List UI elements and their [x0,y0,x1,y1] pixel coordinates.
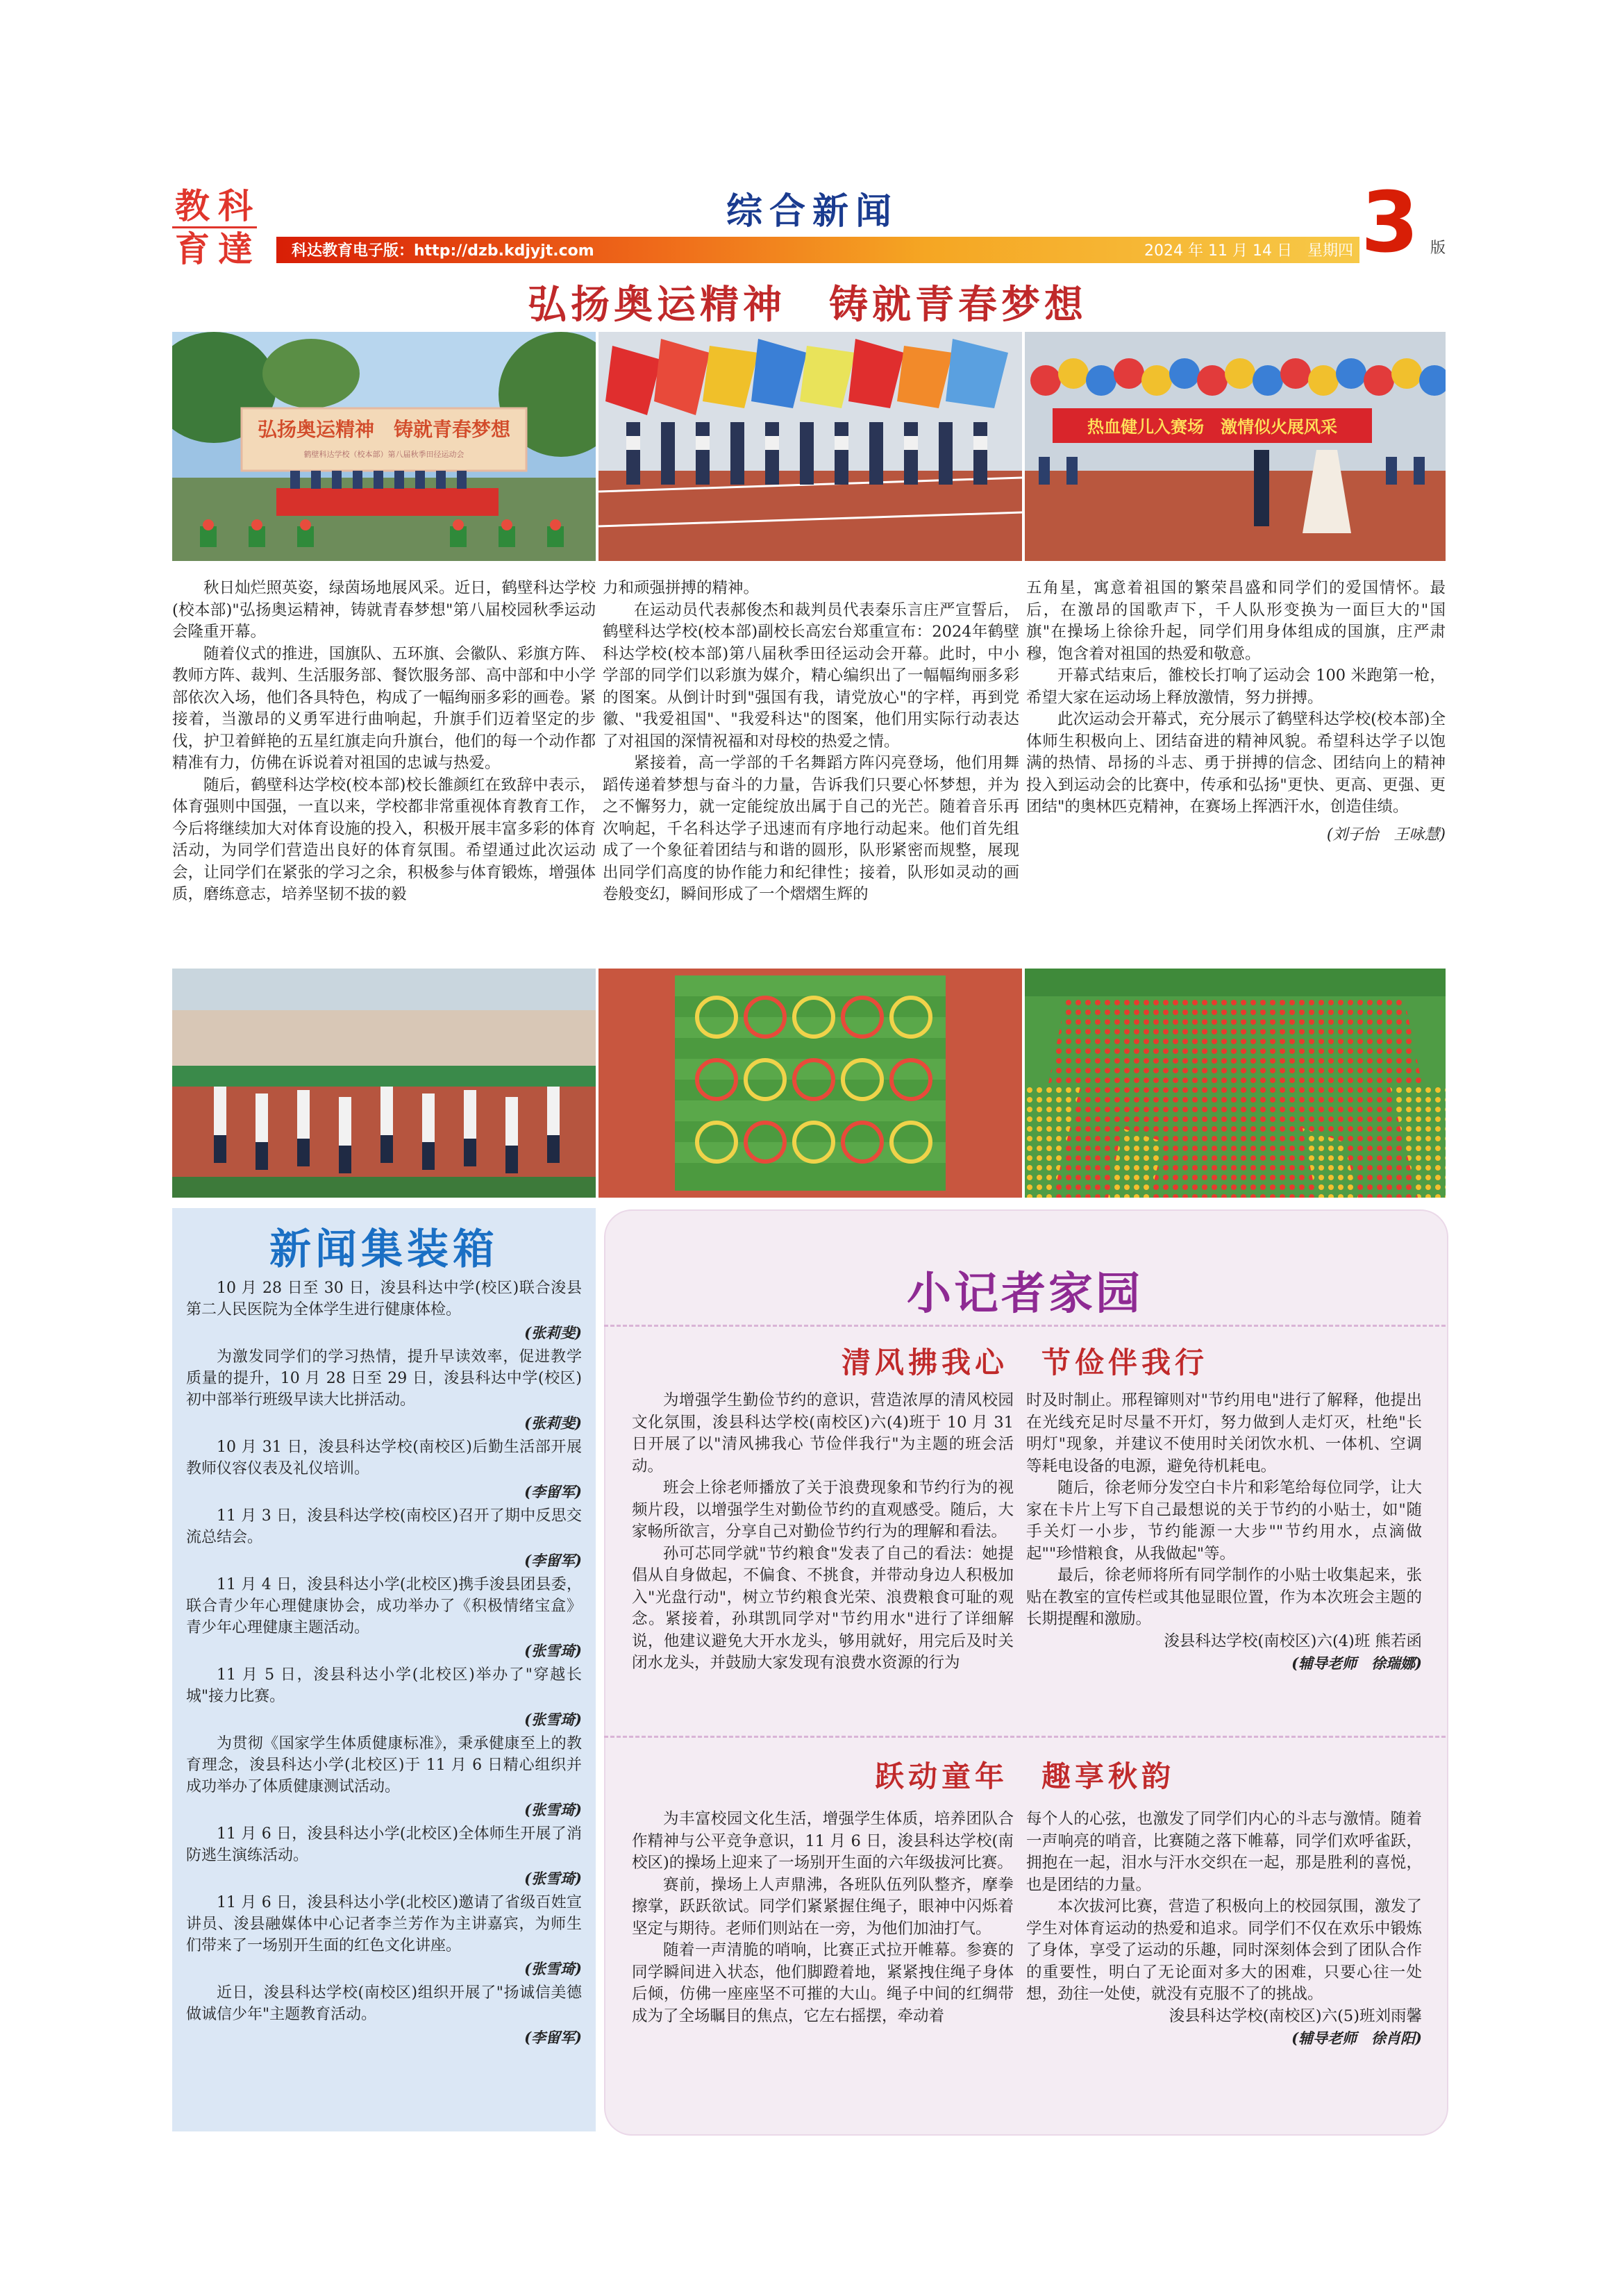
story2-left-column [632,1809,1014,2027]
paragraph: 随后，鹤壁科达学校(校本部)校长雒颜红在致辞中表示，体育强则中国强，一直以来，学校都非常重视体育教育工作，今后将继续加大对体育设施的投入，积极开展丰富多彩的体育活动，为同学们营造出良好的体育氛围。希望通过此次运动会，让同学们在紧张的学习之余，积极参与体育锻炼，增强体质，磨练意志，培养坚韧不拔的毅 [172,776,596,903]
article-headline: 弘扬奥运精神 铸就青春梦想 [528,282,1087,328]
paragraph: 随后，徐老师分发空白卡片和彩笔给每位同学，让大家在卡片上写下自己最想说的关于节约的小贴士，如"随手关灯一小步，节约能源一大步""节约用水，点滴做起""珍惜粮食，从我做起"等。 [1026,1479,1422,1563]
photo-ring-formation [598,969,1022,1198]
newspaper-logo [172,186,257,271]
logo-char: 科 [218,185,253,226]
story2-advisor: (辅导老师 徐肖阳) [1291,2029,1422,2047]
article-credit: (刘子怡 王咏慧) [1326,826,1446,844]
news-item [186,1277,582,1343]
story2-signature: 浚县科达学校(南校区)六(5)班刘雨馨 [1169,2006,1422,2025]
news-text: 10 月 28 日至 30 日，浚县科达中学(校区)联合浚县第二人民医院为全体学生进行健康体检。 [186,1280,582,1318]
paragraph: 班会上徐老师播放了关于浪费现象和节约行为的视频片段，以增强学生对勤俭节约的直观感受。随后，大家畅所欲言，分享自己对勤俭节约行为的理解和看法。 [632,1479,1014,1541]
story1-left-column [632,1390,1014,1675]
news-author: (张雪琦) [524,1642,582,1659]
news-author: (张雪琦) [524,1801,582,1818]
news-item [186,1892,582,1979]
news-author: (李留军) [524,1552,582,1569]
news-box-title: 新闻集装箱 [269,1225,499,1274]
news-text: 11 月 4 日，浚县科达小学(北校区)携手浚县团县委，联合青少年心理健康协会，成功举办了《积极情绪宝盒》青少年心理健康主题活动。 [186,1576,582,1636]
news-item [186,1436,582,1502]
paragraph: 开幕式结束后，雒校长打响了运动会 100 米跑第一枪，希望大家在运动场上释放激情，努力拼搏。 [1026,667,1446,707]
logo-char: 達 [218,228,253,269]
paragraph: 在运动员代表郝俊杰和裁判员代表秦乐言庄严宣誓后，鹤壁科达学校(校本部)副校长高宏台郑重宣布：2024年鹤壁科达学校(校本部)第八届秋季田径运动会开幕。此时，中小学部的同学们以彩旗为媒介，精心编织出了一幅幅绚丽多彩的图案。从倒计时到"强国有我，请党放心"的字样，再到党徽、"我爱祖国"、"我爱科达"的图案，他们用实际行动表达了对祖国的深情祝福和对母校的热爱之情。 [603,601,1019,751]
news-text: 10 月 31 日，浚县科达学校(南校区)后勤生活部开展教师仪容仪表及礼仪培训。 [186,1439,582,1477]
section-title: 综合新闻 [726,190,898,233]
news-item [186,1982,582,2048]
photo-flag-formation [1025,969,1446,1198]
story2-right-column [1026,1809,1422,2050]
paragraph: 此次运动会开幕式，充分展示了鹤壁科达学校(校本部)全体师生积极向上、团结奋进的精神风貌。希望科达学子以饱满的热情、昂扬的斗志、勇于拼搏的信念、团结向上的精神投入到运动会的比赛中，传承和弘扬"更快、更高、更强、更团结"的奥林匹克精神，在赛场上挥洒汗水，创造佳绩。 [1026,710,1446,816]
paragraph: 时及时制止。邢程镩则对"节约用电"进行了解释，他提出在光线充足时尽量不开灯，努力做到人走灯灭，杜绝"长明灯"现象，并建议不使用时关闭饮水机、一体机、空调等耗电设备的电源，避免待机耗电。 [1026,1391,1422,1475]
paragraph: 为增强学生勤俭节约的意识，营造浓厚的清风校园文化氛围，浚县科达学校(南校区)六(4)班于 10 月 31 日开展了以"清风拂我心 节俭伴我行"为主题的班会活动。 [632,1391,1014,1475]
story1-signature: 浚县科达学校(南校区)六(4)班 熊若函 [1164,1632,1422,1650]
news-item [186,1574,582,1661]
photo-opening-stage [172,332,596,561]
divider [604,1736,1446,1738]
flag-banner-text: 热血健儿入赛场 激情似火展风采 [1087,417,1337,437]
news-author: (张雪琦) [524,1870,582,1887]
news-text: 11 月 5 日，浚县科达小学(北校区)举办了"穿越长城"接力比赛。 [186,1666,582,1705]
news-author: (张雪琦) [524,1960,582,1977]
news-text: 11 月 6 日，浚县科达小学(北校区)全体师生开展了消防逃生演练活动。 [186,1825,582,1864]
issue-date: 2024 年 11 月 14 日 星期四 [1144,242,1353,260]
page-number: 3 [1361,175,1419,271]
story2-title: 跃动童年 趣享秋韵 [874,1759,1175,1793]
paragraph: 紧接着，高一学部的千名舞蹈方阵闪亮登场，他们用舞蹈传递着梦想与奋斗的力量，告诉我们只要心怀梦想，并为之不懈努力，就一定能绽放出属于自己的光芒。随着音乐再次响起，千名科达学子迅速而有序地行动起来。他们首先组成了一个象征着团结与和谐的圆形，队形紧密而规整，展现出同学们高度的协作能力和纪律性；接着，队形如灵动的画卷般变幻，瞬间形成了一个熠熠生辉的 [603,754,1019,903]
news-item [186,1823,582,1889]
news-item [186,1346,582,1434]
stage-banner-text: 弘扬奥运精神 铸就青春梦想 [257,418,511,441]
news-author: (张莉斐) [524,1414,582,1432]
photo-entrance-banner [1025,332,1446,561]
paragraph: 随着仪式的推进，国旗队、五环旗、会徽队、彩旗方阵、教师方阵、裁判、生活服务部、餐饮服务部、高中部和中小学部依次入场，他们各具特色，构成了一幅绚丽多彩的画卷。紧接着，当激昂的义勇军进行曲响起，升旗手们迈着坚定的步伐，护卫着鲜艳的五星红旗走向升旗台，他们的每一个动作都精准有力，仿佛在诉说着对祖国的忠诚与热爱。 [172,644,596,772]
story1-title: 清风拂我心 节俭伴我行 [841,1346,1208,1380]
news-item [186,1505,582,1571]
story1-right-column [1026,1390,1422,1675]
news-author: (李留军) [524,2029,582,2046]
news-text: 11 月 3 日，浚县科达学校(南校区)召开了期中反思交流总结会。 [186,1507,582,1546]
paragraph: 孙可芯同学就"节约粮食"发表了自己的看法：她提倡从自身做起，不偏食、不挑食，并带动身边人积极加入"光盘行动"，树立节约粮食光荣、浪费粮食可耻的观念。紧接着，孙琪凯同学对"节约用水"进行了详细解说，他建议避免大开水龙头，够用就好，用完后及时关闭水龙头，并鼓励大家发现有浪费水资源的行为 [632,1544,1014,1672]
news-text: 11 月 6 日，浚县科达小学(北校区)邀请了省级百姓宣讲员、浚县融媒体中心记者李兰芳作为主讲嘉宾，为师生们带来了一场别开生面的红色文化讲座。 [186,1894,582,1954]
paragraph: 本次拔河比赛，营造了积极向上的校园氛围，激发了学生对体育运动的热爱和追求。同学们不仅在欢乐中锻炼了身体，享受了运动的乐趣，同时深刻体会到了团队合作的重要性，明白了无论面对多大的困难，只要心往一处想，劲往一处使，就没有克服不了的挑战。 [1026,1897,1422,2003]
divider [604,1325,1446,1327]
news-author: (张雪琦) [524,1711,582,1728]
paragraph: 随着一声清脆的哨响，比赛正式拉开帷幕。参赛的同学瞬间进入状态，他们脚蹬着地，紧紧拽住绳子身体后倾，仿佛一座座坚不可摧的大山。绳子中间的红绸带成为了全场瞩目的焦点，它左右摇摆，牵动着 [632,1941,1014,2025]
logo-char: 育 [175,228,210,269]
paragraph: 五角星，寓意着祖国的繁荣昌盛和同学们的爱国情怀。最后，在激昂的国歌声下，千人队形变换为一面巨大的"国旗"在操场上徐徐升起，同学们用身体组成的国旗，庄严肃穆，饱含着对祖国的热爱和敬意。 [1026,579,1446,663]
logo-char: 教 [175,185,210,226]
article-column-1 [172,578,596,906]
paragraph: 每个人的心弦，也激发了同学们内心的斗志与激情。随着一声响亮的哨音，比赛随之落下帷幕，同学们欢呼雀跃，拥抱在一起，泪水与汗水交织在一起，那是胜利的喜悦，也是团结的力量。 [1026,1810,1422,1894]
reporter-box-title: 小记者家园 [907,1268,1143,1320]
story1-advisor: (辅导老师 徐瑞娜) [1291,1654,1422,1672]
news-text: 为贯彻《国家学生体质健康标准》，秉承健康至上的教育理念，浚县科达小学(北校区)于 11 月 6 日精心组织并成功举办了体质健康测试活动。 [186,1735,582,1795]
news-list [186,1277,582,2051]
article-column-2 [603,578,1019,906]
paragraph: 为丰富校园文化生活，增强学生体质，培养团队合作精神与公平竞争意识，11 月 6 日，浚县科达学校(南校区)的操场上迎来了一场别开生面的六年级拔河比赛。 [632,1810,1014,1872]
news-text: 为激发同学们的学习热情，提升早读效率，促进教学质量的提升，10 月 28 日至 29 日，浚县科达中学(校区)初中部举行班级早读大比拼活动。 [186,1348,582,1409]
paragraph: 秋日灿烂照英姿，绿茵场地展风采。近日，鹤壁科达学校(校本部)"弘扬奥运精神，铸就青春梦想"第八届校园秋季运动会隆重开幕。 [172,579,596,641]
news-item [186,1664,582,1730]
photo-dance-performance [172,969,596,1198]
edition-url[interactable]: 科达教育电子版：http://dzb.kdjyjt.com [292,242,594,260]
article-column-3 [1026,578,1446,846]
paragraph: 赛前，操场上人声鼎沸，各班队伍列队整齐，摩拳擦掌，跃跃欲试。同学们紧紧握住绳子，眼神中闪烁着坚定与期待。老师们则站在一旁，为他们加油打气。 [632,1875,1014,1938]
paragraph: 力和顽强拼搏的精神。 [603,579,760,597]
stage-banner-subtitle: 鹤壁科达学校（校本部）第八届秋季田径运动会 [303,450,464,459]
news-author: (李留军) [524,1483,582,1500]
page-suffix: 版 [1430,240,1446,257]
news-item [186,1733,582,1820]
news-text: 近日，浚县科达学校(南校区)组织开展了"扬诚信美德 做诚信少年"主题教育活动。 [186,1984,582,2023]
photo-flag-parade [598,332,1022,561]
paragraph: 最后，徐老师将所有同学制作的小贴士收集起来，张贴在教室的宣传栏或其他显眼位置，作为本次班会主题的长期提醒和激励。 [1026,1566,1422,1628]
news-author: (张莉斐) [524,1324,582,1341]
